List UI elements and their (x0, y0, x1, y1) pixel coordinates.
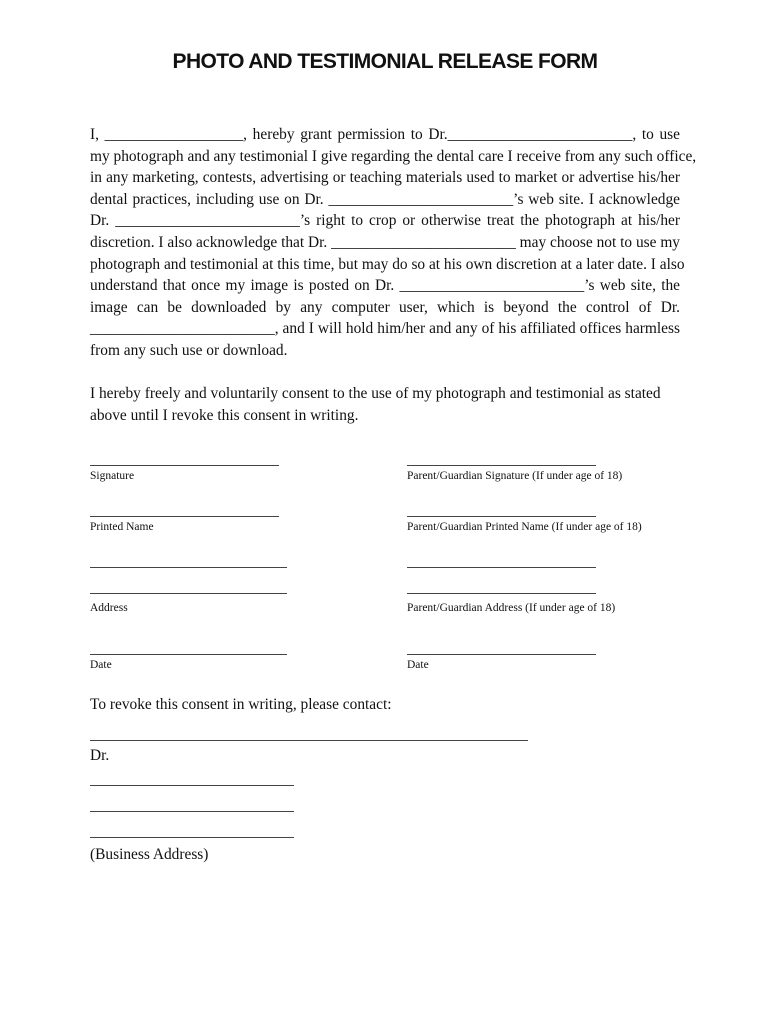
paragraph-line: Dr. ________________________’s right to crop or otherwise treat the photograph at his/her (90, 212, 680, 230)
paragraph-line: my photograph and any testimonial I give regarding the dental care I receive from any such office, (90, 147, 697, 165)
address-line-1[interactable] (90, 567, 287, 568)
paragraph-line: from any such use or download. (90, 341, 288, 359)
guardian-signature-label: Parent/Guardian Signature (If under age of 18) (407, 470, 623, 482)
permission-paragraph (90, 124, 697, 362)
date-line[interactable] (90, 654, 287, 655)
guardian-printed-name-line[interactable] (407, 516, 596, 517)
paragraph-line: I, __________________, hereby grant permission to Dr.________________________, to use (90, 126, 680, 143)
dr-label: Dr. (90, 747, 110, 764)
paragraph-line: above until I revoke this consent in writing. (90, 406, 359, 424)
guardian-address-line-1[interactable] (407, 567, 596, 568)
address-line-2[interactable] (90, 593, 287, 594)
paragraph-line: ________________________, and I will hold him/her and any of his affiliated offices harmless (90, 320, 680, 338)
printed-name-line[interactable] (90, 516, 279, 517)
guardian-address-label: Parent/Guardian Address (If under age of 18) (407, 602, 616, 614)
paragraph-line: understand that once my image is posted on Dr. ________________________’s web site, the (90, 277, 680, 295)
business-address-line-3[interactable] (90, 837, 294, 838)
paragraph-line: discretion. I also acknowledge that Dr. ________________________ may choose not to use my (90, 233, 680, 251)
address-label: Address (90, 602, 128, 614)
guardian-printed-name-label: Parent/Guardian Printed Name (If under age of 18) (407, 521, 642, 533)
contact-name-line[interactable] (90, 740, 528, 741)
paragraph-line: photograph and testimonial at this time, but may do so at his own discretion at a later date. I also (90, 255, 685, 273)
business-address-line-2[interactable] (90, 811, 294, 812)
paragraph-line: in any marketing, contests, advertising or teaching materials used to market or advertise his/her (90, 169, 680, 187)
printed-name-label: Printed Name (90, 521, 154, 533)
paragraph-line: dental practices, including use on Dr. ________________________’s web site. I acknowledge (90, 190, 680, 208)
date-label: Date (90, 659, 112, 671)
guardian-address-line-2[interactable] (407, 593, 596, 594)
guardian-signature-line[interactable] (407, 465, 596, 466)
guardian-date-line[interactable] (407, 654, 596, 655)
signature-line[interactable] (90, 465, 279, 466)
paragraph-line: I hereby freely and voluntarily consent to the use of my photograph and testimonial as stated (90, 385, 661, 402)
business-address-label: (Business Address) (90, 846, 209, 863)
revoke-instructions: To revoke this consent in writing, please contact: (90, 696, 392, 713)
business-address-line-1[interactable] (90, 785, 294, 786)
form-title: PHOTO AND TESTIMONIAL RELEASE FORM (172, 50, 598, 73)
paragraph-line: image can be downloaded by any computer user, which is beyond the control of Dr. (90, 298, 680, 316)
signature-label: Signature (90, 470, 135, 482)
consent-paragraph (90, 383, 680, 426)
guardian-date-label: Date (407, 659, 429, 671)
